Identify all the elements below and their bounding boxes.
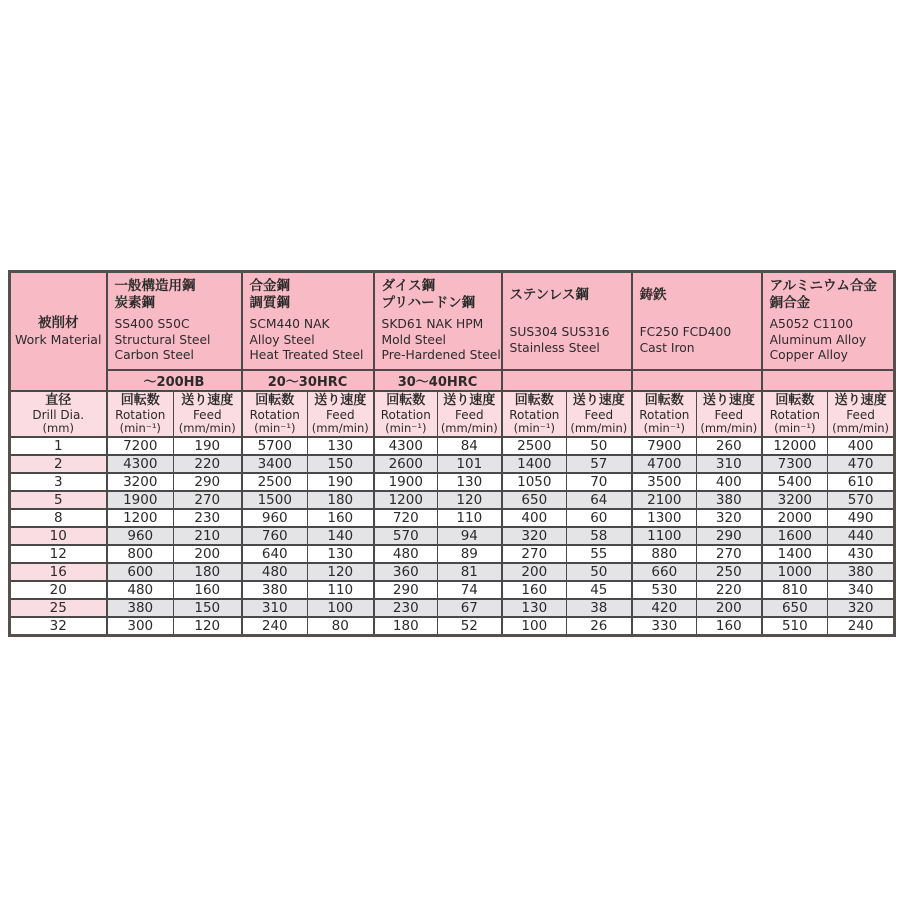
feed-value-cell: 74 bbox=[438, 581, 502, 599]
work-material-label-jp: 被削材 bbox=[38, 315, 79, 331]
material-name-en-line: Aluminum Alloy bbox=[769, 332, 867, 347]
material-name-jp-line: 銅合金 bbox=[769, 295, 811, 311]
feed-value-cell: 400 bbox=[828, 437, 895, 455]
drill-dia-value-cell: 20 bbox=[10, 581, 107, 599]
rotation-value-cell: 7900 bbox=[632, 437, 697, 455]
feed-value-cell: 470 bbox=[828, 455, 895, 473]
hardness-row bbox=[10, 370, 895, 391]
rotation-value-cell: 2100 bbox=[632, 491, 697, 509]
rotation-header-cell-unit: (min⁻¹) bbox=[643, 420, 685, 435]
feed-value-cell: 180 bbox=[174, 563, 242, 581]
feed-value-cell: 120 bbox=[308, 563, 374, 581]
rotation-value-cell: 880 bbox=[632, 545, 697, 563]
rotation-value-cell: 1400 bbox=[502, 455, 567, 473]
material-name-en bbox=[770, 314, 888, 367]
feed-value-cell: 110 bbox=[438, 509, 502, 527]
rotation-value-cell: 1200 bbox=[374, 491, 438, 509]
rotation-value-cell: 12000 bbox=[762, 437, 828, 455]
drill-dia-header-cell bbox=[10, 391, 107, 437]
material-name-en-line: SKD61 NAK HPM bbox=[381, 317, 484, 332]
hardness-cell: 20～30HRC bbox=[242, 370, 374, 391]
feed-value-cell: 150 bbox=[308, 455, 374, 473]
material-header-cell bbox=[374, 272, 502, 371]
material-name-jp bbox=[770, 276, 888, 314]
feed-header-cell-unit: (mm/min) bbox=[832, 420, 890, 435]
material-header-content bbox=[108, 273, 241, 369]
feed-value-cell: 130 bbox=[308, 437, 374, 455]
rotation-value-cell: 4300 bbox=[374, 437, 438, 455]
feed-value-cell: 101 bbox=[438, 455, 502, 473]
feed-value-cell: 380 bbox=[697, 491, 762, 509]
material-name-jp-line: プリハードン鋼 bbox=[381, 295, 476, 311]
table-row bbox=[10, 545, 895, 563]
material-name-en-line: SCM440 NAK bbox=[249, 317, 330, 332]
rotation-header-cell bbox=[762, 391, 828, 437]
feed-value-cell: 400 bbox=[697, 473, 762, 491]
feed-value-cell: 120 bbox=[438, 491, 502, 509]
feed-value-cell: 50 bbox=[567, 437, 632, 455]
material-name-en bbox=[510, 314, 625, 367]
rotation-value-cell: 240 bbox=[242, 617, 308, 636]
material-name-en-line: Structural Steel bbox=[114, 332, 211, 347]
feed-value-cell: 94 bbox=[438, 527, 502, 545]
rotation-value-cell: 100 bbox=[502, 617, 567, 636]
material-name-en-line: Heat Treated Steel bbox=[249, 348, 364, 363]
rotation-value-cell: 800 bbox=[107, 545, 174, 563]
rotation-value-cell: 330 bbox=[632, 617, 697, 636]
rotation-value-cell: 2500 bbox=[502, 437, 567, 455]
rotation-value-cell: 570 bbox=[374, 527, 438, 545]
material-name-jp-line: ステンレス鋼 bbox=[509, 286, 589, 303]
feed-value-cell: 58 bbox=[567, 527, 632, 545]
drill-dia-label-en: Drill Dia. bbox=[32, 407, 85, 422]
rotation-value-cell: 530 bbox=[632, 581, 697, 599]
rotation-header-cell-label-en: Rotation bbox=[380, 407, 431, 422]
rotation-value-cell: 5700 bbox=[242, 437, 308, 455]
material-name-en-line: FC250 FCD400 bbox=[639, 325, 732, 339]
feed-value-cell: 220 bbox=[697, 581, 762, 599]
rotation-value-cell: 1300 bbox=[632, 509, 697, 527]
material-name-jp-line: ダイス鋼 bbox=[381, 278, 436, 294]
rotation-value-cell: 7200 bbox=[107, 437, 174, 455]
feed-value-cell: 180 bbox=[308, 491, 374, 509]
rotation-value-cell: 380 bbox=[242, 581, 308, 599]
feed-value-cell: 610 bbox=[828, 473, 895, 491]
material-name-en bbox=[250, 314, 367, 367]
rotation-header-cell-label-jp: 回転数 bbox=[386, 392, 426, 408]
feed-value-cell: 150 bbox=[174, 599, 242, 617]
hardness-cell: ～200HB bbox=[107, 370, 242, 391]
rotation-value-cell: 1500 bbox=[242, 491, 308, 509]
feed-value-cell: 89 bbox=[438, 545, 502, 563]
material-name-jp bbox=[510, 276, 625, 314]
feed-value-cell: 130 bbox=[308, 545, 374, 563]
rotation-header-cell-unit: (min⁻¹) bbox=[774, 420, 816, 435]
feed-value-cell: 160 bbox=[697, 617, 762, 636]
feed-value-cell: 290 bbox=[174, 473, 242, 491]
rotation-value-cell: 420 bbox=[632, 599, 697, 617]
rotation-header-cell-label-en: Rotation bbox=[639, 407, 690, 422]
feed-header-cell bbox=[438, 391, 502, 437]
feed-header-cell-unit: (mm/min) bbox=[440, 420, 498, 435]
drill-cutting-conditions-table bbox=[8, 270, 896, 637]
drill-dia-value-cell: 1 bbox=[10, 437, 107, 455]
material-name-en-line: SS400 S50C bbox=[114, 317, 190, 332]
material-header-cell bbox=[502, 272, 632, 371]
feed-value-cell: 130 bbox=[438, 473, 502, 491]
material-header-content bbox=[243, 273, 373, 369]
rotation-value-cell: 720 bbox=[374, 509, 438, 527]
material-header-cell bbox=[107, 272, 242, 371]
rotation-value-cell: 510 bbox=[762, 617, 828, 636]
feed-value-cell: 50 bbox=[567, 563, 632, 581]
material-name-jp bbox=[115, 276, 235, 314]
drill-dia-unit: (mm) bbox=[42, 420, 74, 435]
feed-header-cell-label-jp: 送り速度 bbox=[314, 392, 367, 408]
rotation-value-cell: 4300 bbox=[107, 455, 174, 473]
material-name-jp-line: アルミニウム合金 bbox=[769, 278, 877, 294]
rotation-header-cell bbox=[632, 391, 697, 437]
drill-dia-value-cell: 3 bbox=[10, 473, 107, 491]
feed-header-cell-label-jp: 送り速度 bbox=[181, 392, 234, 408]
feed-header-cell bbox=[308, 391, 374, 437]
feed-header-cell-label-en: Feed bbox=[454, 407, 484, 422]
hardness-cell bbox=[502, 370, 632, 391]
rotation-header-cell-label-en: Rotation bbox=[509, 407, 560, 422]
rotation-header-cell-unit: (min⁻¹) bbox=[119, 420, 161, 435]
feed-value-cell: 52 bbox=[438, 617, 502, 636]
material-name-en-line: Alloy Steel bbox=[249, 332, 315, 347]
material-name-en bbox=[381, 314, 501, 367]
rotation-value-cell: 230 bbox=[374, 599, 438, 617]
feed-header-cell bbox=[697, 391, 762, 437]
rotation-value-cell: 4700 bbox=[632, 455, 697, 473]
feed-value-cell: 430 bbox=[828, 545, 895, 563]
material-name-en-line: Pre-Hardened Steel bbox=[381, 348, 501, 363]
hardness-cell: 30～40HRC bbox=[374, 370, 502, 391]
material-name-jp-line: 合金鋼 bbox=[249, 278, 291, 294]
feed-value-cell: 320 bbox=[697, 509, 762, 527]
table-row bbox=[10, 491, 895, 509]
rotation-header-cell-label-en: Rotation bbox=[249, 407, 300, 422]
rotation-value-cell: 400 bbox=[502, 509, 567, 527]
table-row bbox=[10, 617, 895, 636]
rotation-value-cell: 5400 bbox=[762, 473, 828, 491]
feed-header-cell-label-en: Feed bbox=[192, 407, 222, 422]
rotation-value-cell: 1900 bbox=[107, 491, 174, 509]
rotation-value-cell: 3500 bbox=[632, 473, 697, 491]
material-header-row bbox=[10, 272, 895, 371]
feed-value-cell: 250 bbox=[697, 563, 762, 581]
rotation-value-cell: 1400 bbox=[762, 545, 828, 563]
rotation-value-cell: 810 bbox=[762, 581, 828, 599]
feed-value-cell: 260 bbox=[697, 437, 762, 455]
material-header-content bbox=[633, 273, 761, 369]
feed-header-cell bbox=[174, 391, 242, 437]
rotation-value-cell: 650 bbox=[762, 599, 828, 617]
feed-value-cell: 190 bbox=[174, 437, 242, 455]
rotation-value-cell: 380 bbox=[107, 599, 174, 617]
material-name-jp-line: 一般構造用鋼 bbox=[114, 278, 196, 294]
feed-value-cell: 38 bbox=[567, 599, 632, 617]
rotation-value-cell: 1000 bbox=[762, 563, 828, 581]
feed-value-cell: 160 bbox=[174, 581, 242, 599]
feed-header-cell-label-jp: 送り速度 bbox=[834, 392, 887, 408]
rotation-value-cell: 1200 bbox=[107, 509, 174, 527]
feed-header-cell-unit: (mm/min) bbox=[700, 420, 758, 435]
work-material-label-en: Work Material bbox=[15, 332, 102, 347]
rotation-value-cell: 3200 bbox=[762, 491, 828, 509]
drill-dia-value-cell: 32 bbox=[10, 617, 107, 636]
drill-dia-value-cell: 25 bbox=[10, 599, 107, 617]
feed-header-cell-label-jp: 送り速度 bbox=[702, 392, 755, 408]
material-name-en-line: A5052 C1100 bbox=[769, 317, 854, 332]
material-name-en-line: Carbon Steel bbox=[114, 348, 194, 363]
rotation-value-cell: 2500 bbox=[242, 473, 308, 491]
rotation-value-cell: 180 bbox=[374, 617, 438, 636]
rotation-header-cell bbox=[374, 391, 438, 437]
feed-value-cell: 270 bbox=[174, 491, 242, 509]
rotation-value-cell: 480 bbox=[242, 563, 308, 581]
feed-value-cell: 80 bbox=[308, 617, 374, 636]
rotation-value-cell: 320 bbox=[502, 527, 567, 545]
column-subheader-row bbox=[10, 391, 895, 437]
rotation-value-cell: 270 bbox=[502, 545, 567, 563]
drill-dia-value-cell: 16 bbox=[10, 563, 107, 581]
drill-dia-value-cell: 10 bbox=[10, 527, 107, 545]
table-row bbox=[10, 455, 895, 473]
feed-header-cell-label-en: Feed bbox=[584, 407, 614, 422]
feed-value-cell: 220 bbox=[174, 455, 242, 473]
feed-header-cell-label-en: Feed bbox=[714, 407, 744, 422]
table-row bbox=[10, 473, 895, 491]
material-name-en-line: Copper Alloy bbox=[769, 348, 848, 363]
feed-value-cell: 210 bbox=[174, 527, 242, 545]
rotation-header-cell-unit: (min⁻¹) bbox=[254, 420, 296, 435]
feed-value-cell: 70 bbox=[567, 473, 632, 491]
feed-value-cell: 57 bbox=[567, 455, 632, 473]
feed-value-cell: 490 bbox=[828, 509, 895, 527]
rotation-header-cell-label-jp: 回転数 bbox=[775, 392, 815, 408]
material-name-jp bbox=[382, 276, 495, 314]
feed-value-cell: 200 bbox=[697, 599, 762, 617]
feed-value-cell: 84 bbox=[438, 437, 502, 455]
rotation-value-cell: 3200 bbox=[107, 473, 174, 491]
rotation-value-cell: 200 bbox=[502, 563, 567, 581]
rotation-header-cell-label-jp: 回転数 bbox=[120, 392, 160, 408]
drill-dia-value-cell: 5 bbox=[10, 491, 107, 509]
drill-dia-value-cell: 12 bbox=[10, 545, 107, 563]
rotation-value-cell: 360 bbox=[374, 563, 438, 581]
rotation-header-cell bbox=[502, 391, 567, 437]
feed-header-cell-label-jp: 送り速度 bbox=[443, 392, 496, 408]
feed-value-cell: 200 bbox=[174, 545, 242, 563]
table-row bbox=[10, 599, 895, 617]
material-header-cell bbox=[762, 272, 895, 371]
rotation-value-cell: 650 bbox=[502, 491, 567, 509]
rotation-value-cell: 2600 bbox=[374, 455, 438, 473]
feed-value-cell: 26 bbox=[567, 617, 632, 636]
rotation-value-cell: 1600 bbox=[762, 527, 828, 545]
material-name-en-line: Cast Iron bbox=[639, 340, 695, 355]
feed-value-cell: 60 bbox=[567, 509, 632, 527]
rotation-header-cell-unit: (min⁻¹) bbox=[513, 420, 555, 435]
rotation-header-cell-label-en: Rotation bbox=[769, 407, 820, 422]
drill-dia-value-cell: 2 bbox=[10, 455, 107, 473]
material-name-en-line: SUS304 SUS316 bbox=[509, 325, 610, 339]
material-header-content bbox=[763, 273, 894, 369]
table-row bbox=[10, 509, 895, 527]
feed-value-cell: 340 bbox=[828, 581, 895, 599]
feed-value-cell: 81 bbox=[438, 563, 502, 581]
rotation-value-cell: 310 bbox=[242, 599, 308, 617]
table-row bbox=[10, 527, 895, 545]
feed-header-cell-label-en: Feed bbox=[325, 407, 355, 422]
rotation-header-cell-label-jp: 回転数 bbox=[514, 392, 554, 408]
feed-value-cell: 320 bbox=[828, 599, 895, 617]
rotation-header-cell-label-jp: 回転数 bbox=[255, 392, 295, 408]
feed-value-cell: 380 bbox=[828, 563, 895, 581]
rotation-value-cell: 300 bbox=[107, 617, 174, 636]
rotation-value-cell: 1900 bbox=[374, 473, 438, 491]
hardness-cell bbox=[632, 370, 762, 391]
feed-header-cell-label-jp: 送り速度 bbox=[572, 392, 625, 408]
feed-value-cell: 55 bbox=[567, 545, 632, 563]
feed-value-cell: 190 bbox=[308, 473, 374, 491]
feed-header-cell-unit: (mm/min) bbox=[311, 420, 369, 435]
hardness-cell bbox=[762, 370, 895, 391]
feed-value-cell: 270 bbox=[697, 545, 762, 563]
feed-value-cell: 240 bbox=[828, 617, 895, 636]
feed-value-cell: 64 bbox=[567, 491, 632, 509]
rotation-header-cell bbox=[107, 391, 174, 437]
rotation-header-cell-unit: (min⁻¹) bbox=[385, 420, 427, 435]
feed-value-cell: 110 bbox=[308, 581, 374, 599]
rotation-value-cell: 480 bbox=[107, 581, 174, 599]
rotation-header-cell bbox=[242, 391, 308, 437]
material-header-content bbox=[375, 273, 501, 369]
rotation-value-cell: 130 bbox=[502, 599, 567, 617]
feed-value-cell: 140 bbox=[308, 527, 374, 545]
rotation-value-cell: 960 bbox=[107, 527, 174, 545]
rotation-value-cell: 1100 bbox=[632, 527, 697, 545]
material-header-cell bbox=[242, 272, 374, 371]
rotation-value-cell: 600 bbox=[107, 563, 174, 581]
rotation-value-cell: 480 bbox=[374, 545, 438, 563]
feed-header-cell bbox=[828, 391, 895, 437]
material-name-jp-line: 炭素鋼 bbox=[114, 295, 155, 311]
feed-value-cell: 67 bbox=[438, 599, 502, 617]
material-name-jp bbox=[250, 276, 367, 314]
rotation-value-cell: 960 bbox=[242, 509, 308, 527]
rotation-value-cell: 1050 bbox=[502, 473, 567, 491]
rotation-header-cell-label-jp: 回転数 bbox=[644, 392, 684, 408]
rotation-value-cell: 290 bbox=[374, 581, 438, 599]
rotation-value-cell: 760 bbox=[242, 527, 308, 545]
cutting-conditions-table bbox=[8, 270, 896, 637]
rotation-header-cell-label-en: Rotation bbox=[115, 407, 166, 422]
work-material-header-cell bbox=[10, 272, 107, 392]
table-row bbox=[10, 437, 895, 455]
material-name-en bbox=[640, 314, 755, 367]
material-name-jp-line: 調質鋼 bbox=[249, 295, 291, 311]
rotation-value-cell: 160 bbox=[502, 581, 567, 599]
feed-value-cell: 160 bbox=[308, 509, 374, 527]
feed-header-cell-unit: (mm/min) bbox=[570, 420, 628, 435]
feed-value-cell: 290 bbox=[697, 527, 762, 545]
rotation-value-cell: 7300 bbox=[762, 455, 828, 473]
material-header-content bbox=[503, 273, 631, 369]
feed-value-cell: 570 bbox=[828, 491, 895, 509]
rotation-value-cell: 660 bbox=[632, 563, 697, 581]
feed-value-cell: 45 bbox=[567, 581, 632, 599]
rotation-value-cell: 2000 bbox=[762, 509, 828, 527]
drill-dia-value-cell: 8 bbox=[10, 509, 107, 527]
feed-header-cell bbox=[567, 391, 632, 437]
feed-value-cell: 100 bbox=[308, 599, 374, 617]
feed-value-cell: 440 bbox=[828, 527, 895, 545]
feed-header-cell-label-en: Feed bbox=[846, 407, 875, 422]
drill-dia-label-jp: 直径 bbox=[45, 392, 72, 408]
feed-value-cell: 310 bbox=[697, 455, 762, 473]
rotation-value-cell: 640 bbox=[242, 545, 308, 563]
table-row bbox=[10, 563, 895, 581]
rotation-value-cell: 3400 bbox=[242, 455, 308, 473]
feed-header-cell-unit: (mm/min) bbox=[178, 420, 236, 435]
material-header-cell bbox=[632, 272, 762, 371]
material-name-en-line: Stainless Steel bbox=[509, 340, 600, 355]
table-row bbox=[10, 581, 895, 599]
material-name-en bbox=[115, 314, 235, 367]
material-name-jp bbox=[640, 276, 755, 314]
material-name-jp-line: 鋳鉄 bbox=[639, 286, 667, 303]
feed-value-cell: 230 bbox=[174, 509, 242, 527]
feed-value-cell: 120 bbox=[174, 617, 242, 636]
material-name-en-line: Mold Steel bbox=[381, 332, 446, 347]
